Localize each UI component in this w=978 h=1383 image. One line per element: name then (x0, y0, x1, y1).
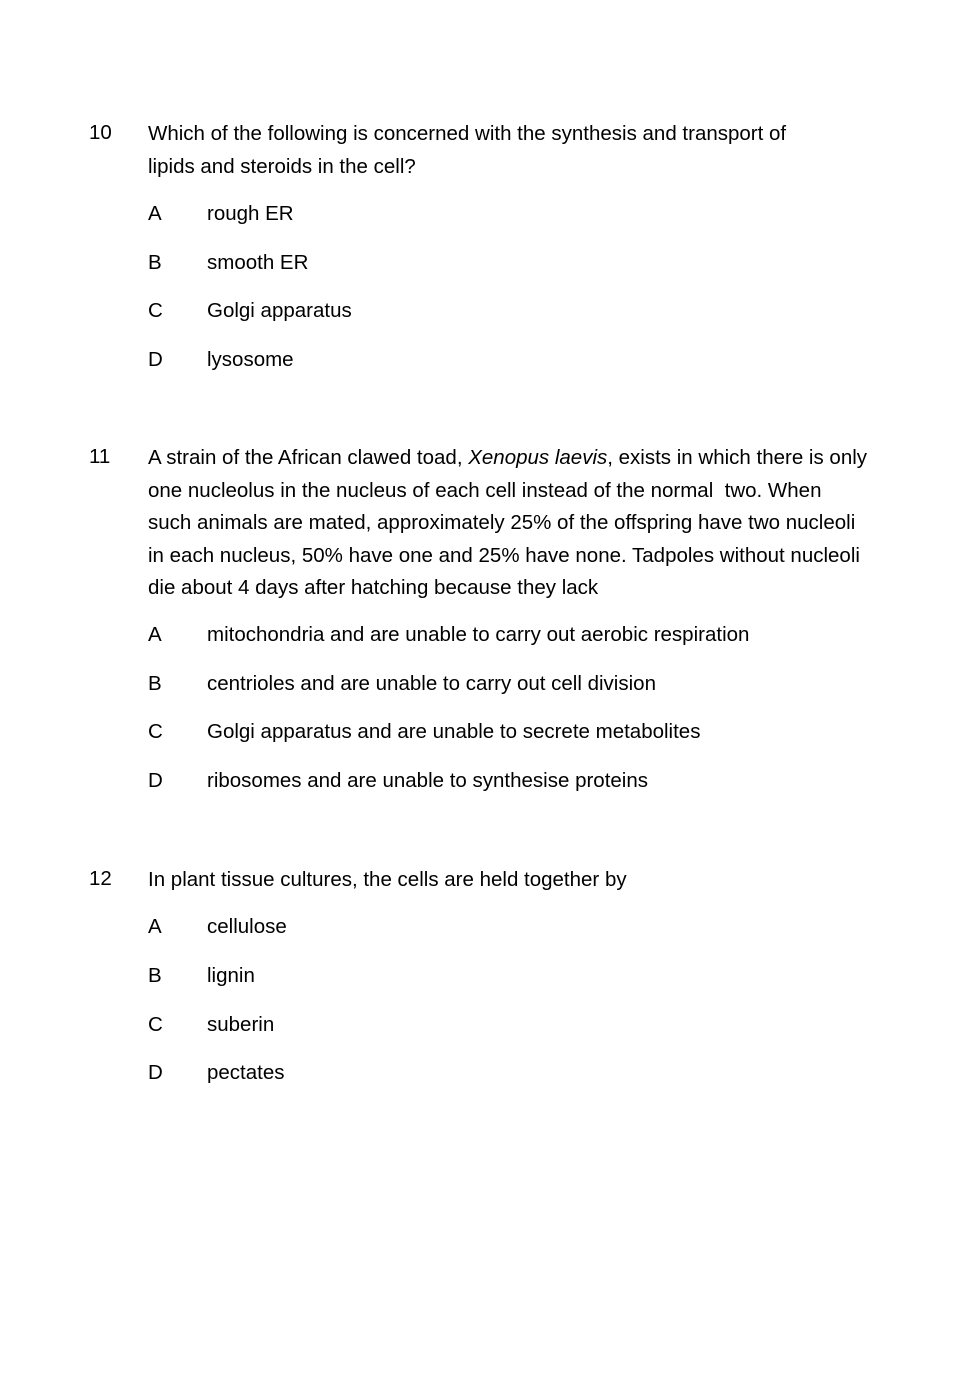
option-text: suberin (207, 1013, 275, 1036)
option-b (0, 961, 978, 991)
question-number: 11 (89, 445, 111, 468)
stem-text: , exists in which there is only (607, 446, 868, 469)
option-letter: C (148, 1013, 163, 1036)
stem-text: A strain of the African clawed toad, (148, 446, 469, 469)
option-text: pectates (207, 1061, 285, 1084)
option-c (0, 717, 978, 747)
option-c (0, 1010, 978, 1040)
question-stem-line: In plant tissue cultures, the cells are held together by (148, 868, 627, 891)
option-letter: A (148, 623, 162, 646)
option-letter: C (148, 299, 163, 322)
option-text: smooth ER (207, 251, 309, 274)
question-number: 12 (89, 867, 112, 890)
option-a (0, 912, 978, 942)
option-letter: C (148, 720, 163, 743)
question-stem-line: lipids and steroids in the cell? (148, 154, 416, 178)
species-name: Xenopus laevis (468, 446, 608, 469)
option-c (0, 296, 978, 326)
option-letter: D (148, 348, 163, 371)
option-letter: B (148, 964, 162, 987)
option-d (0, 1058, 978, 1088)
option-d (0, 766, 978, 796)
question-number: 10 (89, 121, 112, 144)
option-text: cellulose (207, 915, 287, 938)
option-text: ribosomes and are unable to synthesise proteins (207, 769, 649, 792)
question-stem-line: such animals are mated, approximately 25% of the offspring have two nucleoli (148, 511, 856, 534)
option-d (0, 345, 978, 375)
question-stem (148, 442, 896, 605)
option-letter: D (148, 1061, 163, 1084)
option-b (0, 248, 978, 278)
option-letter: A (148, 202, 162, 225)
question-stem-line: Which of the following is concerned with the synthesis and transport of (148, 122, 787, 145)
option-b (0, 669, 978, 699)
option-letter: D (148, 769, 163, 792)
option-text: centrioles and are unable to carry out cell division (207, 672, 656, 695)
option-letter: B (148, 251, 162, 274)
question-stem-line (148, 442, 896, 475)
question-stem (148, 118, 896, 183)
option-a (0, 199, 978, 229)
option-a (0, 620, 978, 650)
option-text: mitochondria and are unable to carry out aerobic respiration (207, 623, 750, 646)
option-text: Golgi apparatus (207, 299, 352, 322)
option-text: Golgi apparatus and are unable to secrete metabolites (207, 720, 701, 743)
option-text: lysosome (207, 348, 294, 371)
question-stem-line: one nucleolus in the nucleus of each cell instead of the normal two. When (148, 478, 822, 502)
option-letter: A (148, 915, 162, 938)
question-stem-line: in each nucleus, 50% have one and 25% have none. Tadpoles without nucleoli (148, 543, 860, 567)
option-letter: B (148, 672, 162, 695)
option-text: rough ER (207, 202, 294, 225)
question-stem (148, 864, 896, 897)
option-text: lignin (207, 964, 255, 987)
question-stem-line: die about 4 days after hatching because they lack (148, 576, 599, 599)
